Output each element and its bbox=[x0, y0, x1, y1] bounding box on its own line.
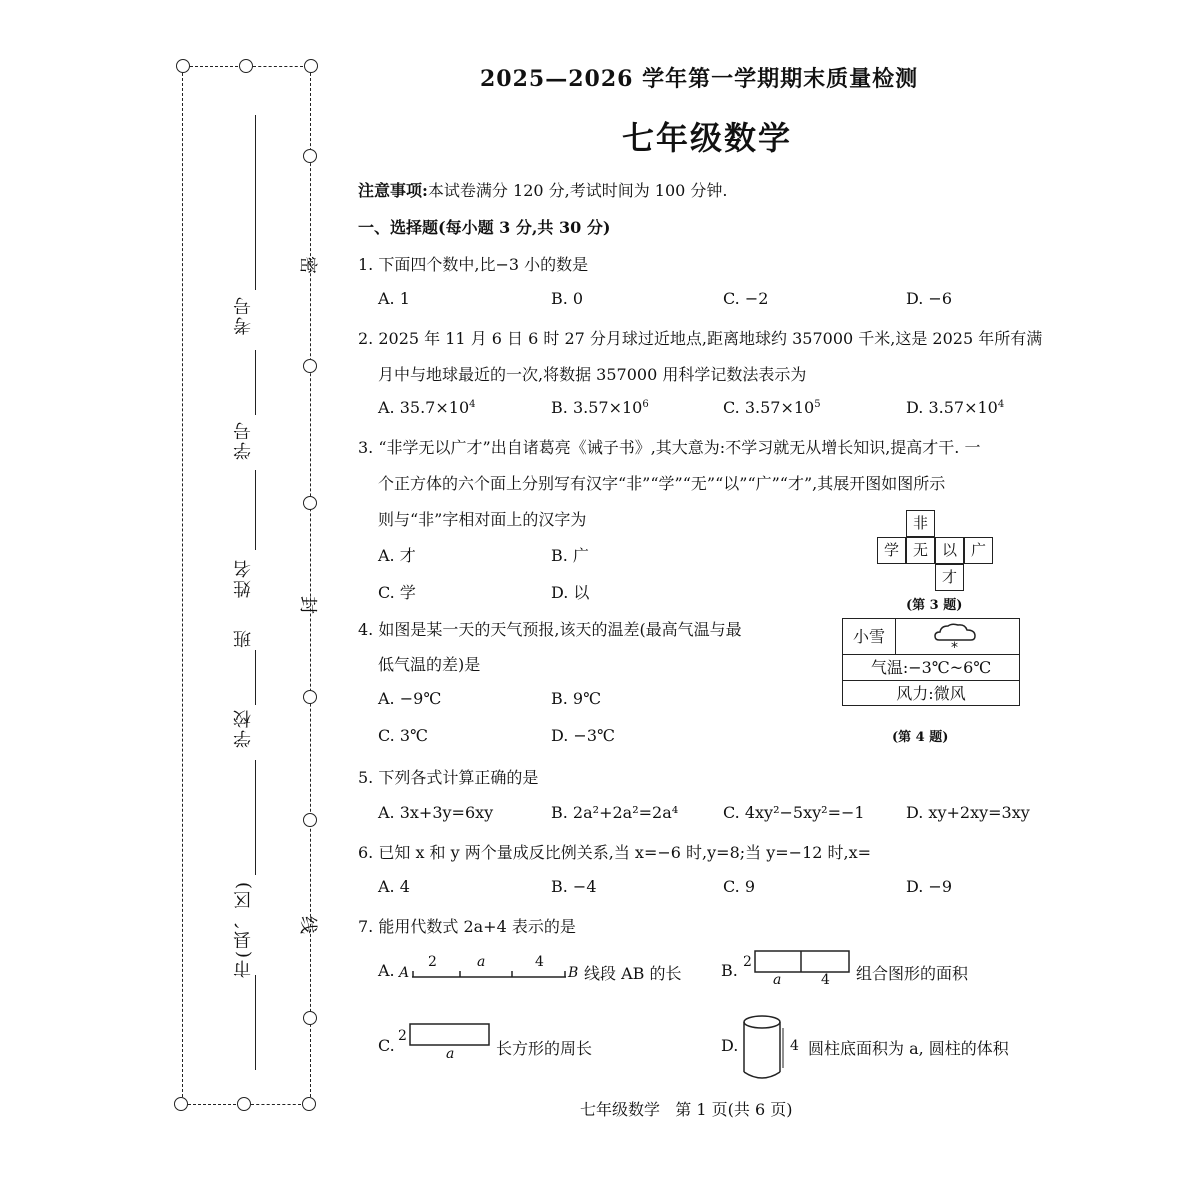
blank-line bbox=[255, 650, 256, 705]
notice-label: 注意事项: bbox=[358, 181, 428, 200]
binding-hole bbox=[302, 1097, 316, 1111]
rect-label: 2 bbox=[743, 954, 752, 970]
binding-hole bbox=[176, 59, 190, 73]
figure-caption-q3: (第 3 题) bbox=[906, 598, 963, 613]
snow-cloud-icon bbox=[933, 622, 981, 656]
exam-title: 2025—2026 学年第一学期期末质量检测 bbox=[480, 66, 919, 92]
q4-stem-line2: 低气温的差)是 bbox=[378, 655, 481, 674]
point-a-label: A bbox=[399, 965, 410, 981]
svg-text:*: * bbox=[951, 640, 958, 656]
blank-line bbox=[255, 760, 256, 875]
binding-hole bbox=[239, 59, 253, 73]
q4-stem-line1: 4. 如图是某一天的天气预报,该天的温差(最高气温与最 bbox=[358, 620, 742, 639]
seal-char: 封 bbox=[297, 596, 318, 614]
q6-stem: 6. 已知 x 和 y 两个量成反比例关系,当 x=−6 时,y=8;当 y=−12 时,x= bbox=[358, 843, 872, 862]
label-student-number: 学号 bbox=[233, 420, 254, 460]
q6-option-c: C. 9 bbox=[723, 877, 756, 896]
blank-line bbox=[255, 350, 256, 415]
notice bbox=[358, 178, 728, 201]
cylinder-label: 4 bbox=[790, 1038, 799, 1054]
q4-option-c: C. 3℃ bbox=[378, 726, 428, 745]
net-cell: 才 bbox=[935, 564, 964, 591]
q4-option-b: B. 9℃ bbox=[551, 689, 602, 708]
binding-hole bbox=[174, 1097, 188, 1111]
q7-option-d-letter: D. bbox=[721, 1036, 739, 1055]
q7-option-a-desc: 线段 AB 的长 bbox=[584, 964, 682, 983]
dashed-line bbox=[190, 66, 238, 67]
q7-option-c-letter: C. bbox=[378, 1036, 395, 1055]
q3-option-d: D. 以 bbox=[551, 583, 590, 602]
blank-line bbox=[255, 975, 256, 1070]
q1-stem: 1. 下面四个数中,比−3 小的数是 bbox=[358, 255, 589, 274]
combined-rectangle bbox=[754, 950, 850, 974]
net-cell: 非 bbox=[906, 510, 935, 537]
label-name: 姓名 bbox=[233, 558, 254, 598]
q2-option-a: A. $35.7\times 10^4$ bbox=[378, 398, 476, 417]
seal-char: 密 bbox=[297, 256, 318, 274]
q1-option-b: B. 0 bbox=[551, 289, 584, 308]
q2-stem-line1: 2. 2025 年 11 月 6 日 6 时 27 分月球过近地点,距离地球约 357000 千米,这是 2025 年所有满 bbox=[358, 329, 1043, 348]
seal-char: 线 bbox=[297, 916, 318, 934]
q4-option-a: A. −9℃ bbox=[378, 689, 442, 708]
q5-stem: 5. 下列各式计算正确的是 bbox=[358, 768, 539, 787]
segment-label: a bbox=[477, 954, 486, 970]
q3-option-b: B. 广 bbox=[551, 546, 589, 565]
weather-forecast bbox=[842, 618, 1020, 706]
q5-option-a: A. 3x+3y=6xy bbox=[378, 803, 494, 822]
weather-temperature: 气温:−3℃~6℃ bbox=[843, 654, 1019, 680]
binding-hole bbox=[303, 359, 317, 373]
weather-condition: 小雪 bbox=[843, 619, 896, 654]
net-cell: 以 bbox=[935, 537, 964, 564]
q7-option-d-desc: 圆柱底面积为 a, 圆柱的体积 bbox=[808, 1039, 1009, 1058]
section-title: 一、选择题(每小题 3 分,共 30 分) bbox=[358, 218, 611, 237]
label-city: 市(县、区) bbox=[233, 880, 254, 979]
q2-option-c: C. $3.57\times 10^5$ bbox=[723, 398, 821, 417]
net-cell: 无 bbox=[906, 537, 935, 564]
q6-option-a: A. 4 bbox=[378, 877, 410, 896]
q7-option-b-letter: B. bbox=[721, 961, 738, 980]
net-cell: 广 bbox=[964, 537, 993, 564]
dashed-line bbox=[251, 1104, 301, 1105]
net-cell: 学 bbox=[877, 537, 906, 564]
q5-option-b: B. 2a²+2a²=2a⁴ bbox=[551, 803, 679, 822]
rect-label: 2 bbox=[398, 1028, 407, 1044]
q3-stem-line2: 个正方体的六个面上分别写有汉字“非”“学”“无”“以”“广”“才”,其展开图如图所示 bbox=[378, 474, 946, 493]
q6-option-b: B. −4 bbox=[551, 877, 597, 896]
dashed-line bbox=[188, 1104, 236, 1105]
dashed-line bbox=[310, 73, 311, 1097]
q7-option-a-letter: A. bbox=[378, 961, 395, 980]
q2-option-d: D. $3.57\times 10^4$ bbox=[906, 398, 1005, 417]
label-exam-number: 考号 bbox=[233, 295, 254, 335]
q2-stem-line2: 月中与地球最近的一次,将数据 357000 用科学记数法表示为 bbox=[378, 365, 807, 384]
q1-option-d: D. −6 bbox=[906, 289, 953, 308]
binding-hole bbox=[303, 813, 317, 827]
q5-option-c: C. 4xy²−5xy²=−1 bbox=[723, 803, 865, 822]
q3-option-a: A. 才 bbox=[378, 546, 416, 565]
rect-label: a bbox=[773, 972, 782, 988]
rect-label: a bbox=[446, 1046, 455, 1062]
dashed-line bbox=[182, 73, 183, 1097]
page-footer: 七年级数学 第 1 页(共 6 页) bbox=[580, 1100, 793, 1119]
q1-option-c: C. −2 bbox=[723, 289, 769, 308]
binding-hole bbox=[303, 690, 317, 704]
q4-option-d: D. −3℃ bbox=[551, 726, 615, 745]
q7-option-b-desc: 组合图形的面积 bbox=[856, 964, 969, 983]
binding-hole bbox=[303, 149, 317, 163]
binding-hole bbox=[237, 1097, 251, 1111]
blank-line bbox=[255, 115, 256, 290]
binding-hole bbox=[303, 496, 317, 510]
segment-label: 2 bbox=[428, 954, 437, 970]
label-school: 学校 bbox=[233, 708, 254, 748]
q7-option-c-desc: 长方形的周长 bbox=[496, 1039, 593, 1058]
q2-option-b: B. $3.57\times 10^6$ bbox=[551, 398, 649, 417]
binding-hole bbox=[304, 59, 318, 73]
label-class: 班 bbox=[233, 628, 254, 648]
rectangle bbox=[409, 1023, 491, 1047]
q7-stem: 7. 能用代数式 2a+4 表示的是 bbox=[358, 917, 576, 936]
notice-text: 本试卷满分 120 分,考试时间为 100 分钟. bbox=[427, 181, 728, 200]
blank-line bbox=[255, 470, 256, 550]
q3-option-c: C. 学 bbox=[378, 583, 416, 602]
weather-wind: 风力:微风 bbox=[843, 680, 1019, 706]
cylinder bbox=[742, 1014, 784, 1082]
figure-caption-q4: (第 4 题) bbox=[892, 730, 949, 745]
q6-option-d: D. −9 bbox=[906, 877, 953, 896]
q1-option-a: A. 1 bbox=[378, 289, 410, 308]
q3-stem-line1: 3. “非学无以广才”出自诸葛亮《诫子书》,其大意为:不学习就无从增长知识,提高才干. 一 bbox=[358, 438, 981, 457]
rect-label: 4 bbox=[821, 972, 830, 988]
q3-stem-line3: 则与“非”字相对面上的汉字为 bbox=[378, 510, 587, 529]
binding-hole bbox=[303, 1011, 317, 1025]
dashed-line bbox=[253, 66, 303, 67]
q5-option-d: D. xy+2xy=3xy bbox=[906, 803, 1030, 822]
segment-label: 4 bbox=[535, 954, 544, 970]
point-b-label: B bbox=[568, 965, 579, 981]
subject-title: 七年级数学 bbox=[622, 119, 793, 157]
